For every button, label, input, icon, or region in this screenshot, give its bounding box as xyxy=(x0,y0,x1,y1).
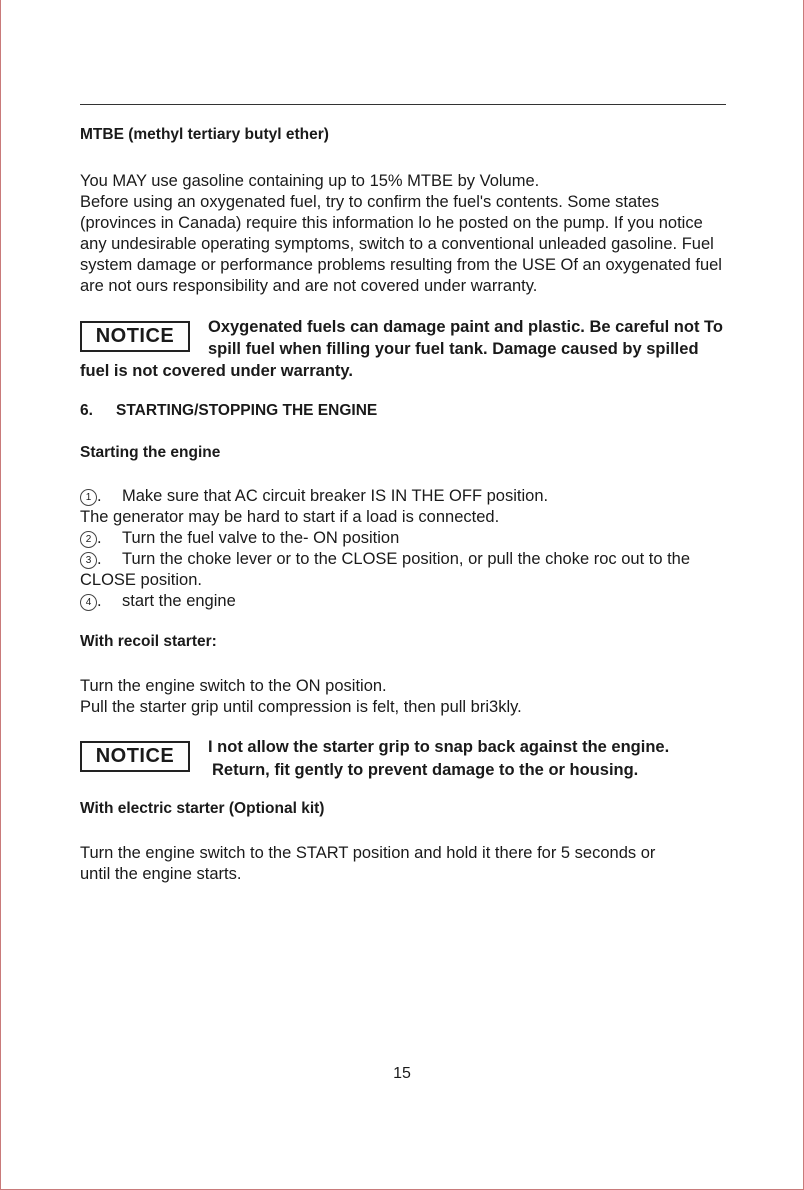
mtbe-line-3: (provinces in Canada) require this information lo he posted on the pump. If you notice xyxy=(80,214,703,232)
notice1-line-2: spill fuel when filling your fuel tank. Damage caused by spilled xyxy=(208,340,699,358)
step-3-cont: CLOSE position. xyxy=(80,571,202,589)
step-1: 1 . Make sure that AC circuit breaker IS IN THE OFF position. xyxy=(80,486,548,507)
page-border-left xyxy=(0,0,1,1190)
recoil-line-1: Turn the engine switch to the ON position. xyxy=(80,677,387,695)
mtbe-line-2: Before using an oxygenated fuel, try to confirm the fuel's contents. Some states xyxy=(80,193,660,211)
step-1-text: Make sure that AC circuit breaker IS IN THE OFF position. xyxy=(122,487,549,505)
recoil-line-2: Pull the starter grip until compression is felt, then pull bri3kly. xyxy=(80,698,522,716)
step-2: 2 . Turn the fuel valve to the- ON position xyxy=(80,528,399,549)
page-number: 15 xyxy=(393,1065,411,1082)
electric-line-2: until the engine starts. xyxy=(80,865,242,883)
step-2-text: Turn the fuel valve to the- ON position xyxy=(122,529,400,547)
step-4-marker: 4 xyxy=(80,594,97,611)
step-3-text: Turn the choke lever or to the CLOSE position, or pull the choke roc out to the xyxy=(122,550,691,568)
starting-heading: Starting the engine xyxy=(80,444,221,461)
step-1-marker: 1 xyxy=(80,489,97,506)
notice1-line-1: Oxygenated fuels can damage paint and plastic. Be careful not To xyxy=(208,318,723,336)
section-title: STARTING/STOPPING THE ENGINE xyxy=(116,402,378,419)
mtbe-heading: MTBE (methyl tertiary butyl ether) xyxy=(80,126,329,143)
mtbe-line-5: system damage or performance problems resulting from the USE Of an oxygenated fuel xyxy=(80,256,722,274)
notice1-line-3: fuel is not covered under warranty. xyxy=(80,362,353,380)
electric-heading: With electric starter (Optional kit) xyxy=(80,800,325,817)
notice2-line-1: I not allow the starter grip to snap back against the engine. xyxy=(208,738,670,756)
step-2-marker: 2 xyxy=(80,531,97,548)
section-6-heading xyxy=(80,402,377,420)
notice2-line-2: Return, fit gently to prevent damage to the or housing. xyxy=(212,761,639,779)
step-3: 3 . Turn the choke lever or to the CLOSE position, or pull the choke roc out to the xyxy=(80,549,690,570)
step-1-note: The generator may be hard to start if a load is connected. xyxy=(80,508,500,526)
mtbe-line-1: You MAY use gasoline containing up to 15% MTBE by Volume. xyxy=(80,172,540,190)
notice-badge-2: NOTICE xyxy=(80,741,190,772)
step-3-marker: 3 xyxy=(80,552,97,569)
electric-line-1: Turn the engine switch to the START position and hold it there for 5 seconds or xyxy=(80,844,656,862)
step-4: 4 . start the engine xyxy=(80,591,236,612)
mtbe-line-6: are not ours responsibility and are not covered under warranty. xyxy=(80,277,538,295)
recoil-heading: With recoil starter: xyxy=(80,633,217,650)
step-4-text: start the engine xyxy=(122,592,236,610)
header-rule xyxy=(80,104,726,105)
section-number: 6. xyxy=(80,402,93,419)
mtbe-line-4: any undesirable operating symptoms, switch to a conventional unleaded gasoline. Fuel xyxy=(80,235,714,253)
notice-badge: NOTICE xyxy=(80,321,190,352)
